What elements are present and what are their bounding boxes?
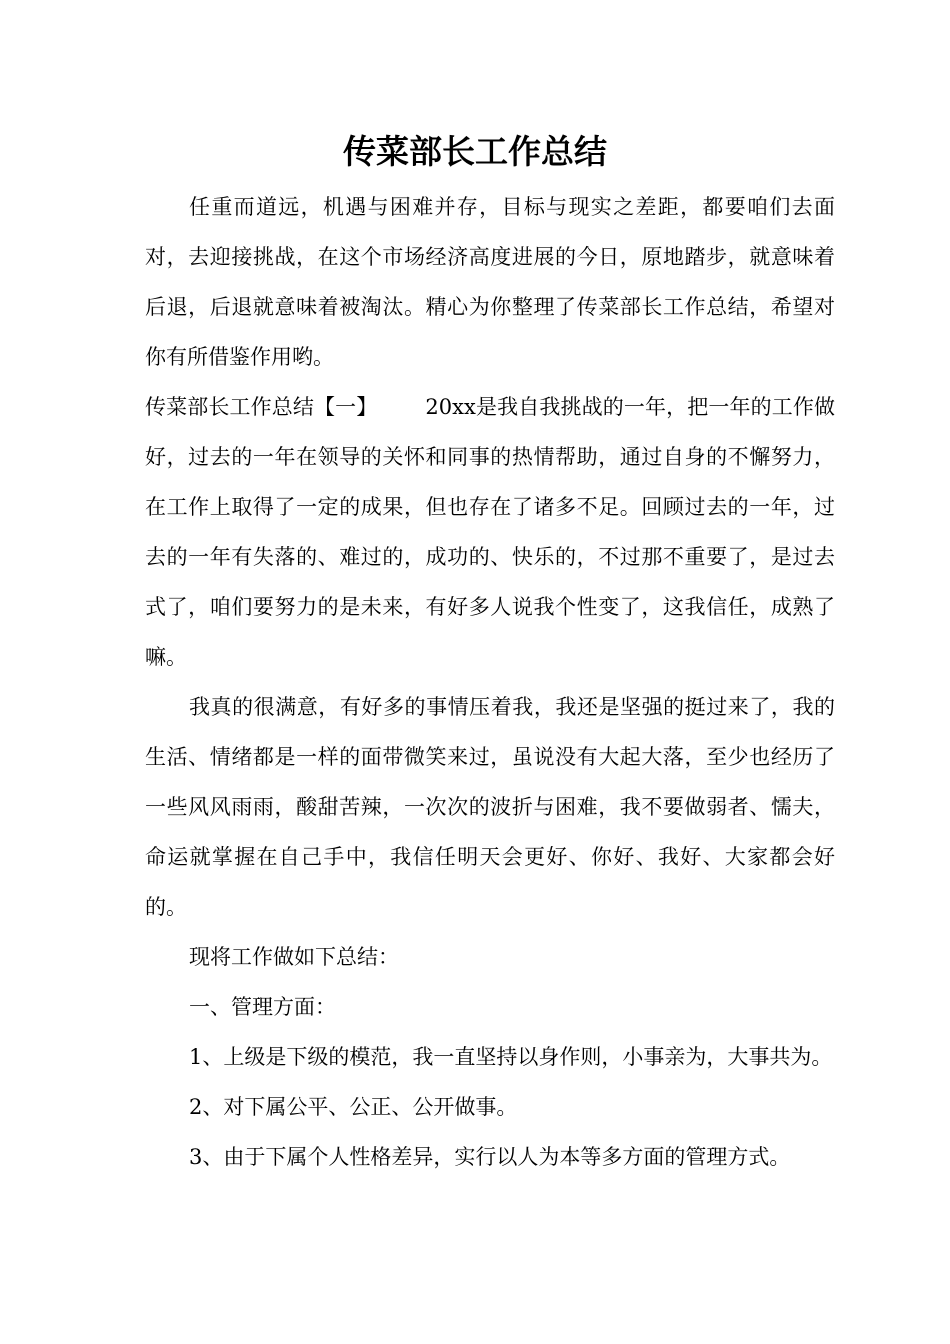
- intro-paragraph: 任重而道远，机遇与困难并存，目标与现实之差距，都要咱们去面对，去迎接挑战，在这个市场经济高度进展的今日，原地踏步，就意味着后退，后退就意味着被淘汰。精心为你整理了传菜部长工作总结，希望对你有所借鉴作用哟。: [145, 195, 835, 369]
- document-body: [145, 182, 835, 1182]
- section-one-heading: 传菜部长工作总结【一】: [145, 395, 378, 419]
- paragraph-item-3: 3、由于下属个人性格差异，实行以人为本等多方面的管理方式。: [189, 1145, 791, 1169]
- section-one-paragraph: [145, 382, 835, 682]
- section-one-text: 20xx是我自我挑战的一年，把一年的工作做好，过去的一年在领导的关怀和同事的热情帮助，通过自身的不懈努力，在工作上取得了一定的成果，但也存在了诸多不足。回顾过去的一年，过去的一年有失落的、难过的，成功的、快乐的，不过那不重要了，是过去式了，咱们要努力的是未来，有好多人说我个性变了，这我信任，成熟了嘛。: [145, 395, 835, 669]
- paragraph-satisfaction: 我真的很满意，有好多的事情压着我，我还是坚强的挺过来了，我的生活、情绪都是一样的面带微笑来过，虽说没有大起大落，至少也经历了一些风风雨雨，酸甜苦辣，一次次的波折与困难，我不要做弱者、懦夫，命运就掌握在自己手中，我信任明天会更好、你好、我好、大家都会好的。: [145, 695, 835, 919]
- paragraph-management-heading: 一、管理方面：: [189, 995, 336, 1019]
- paragraph-item-2: 2、对下属公平、公正、公开做事。: [189, 1095, 518, 1119]
- paragraph-summary-intro: 现将工作做如下总结：: [189, 945, 399, 969]
- document-title: 传菜部长工作总结: [343, 132, 607, 171]
- paragraph-item-1: 1、上级是下级的模范，我一直坚持以身作则，小事亲为，大事共为。: [189, 1045, 833, 1069]
